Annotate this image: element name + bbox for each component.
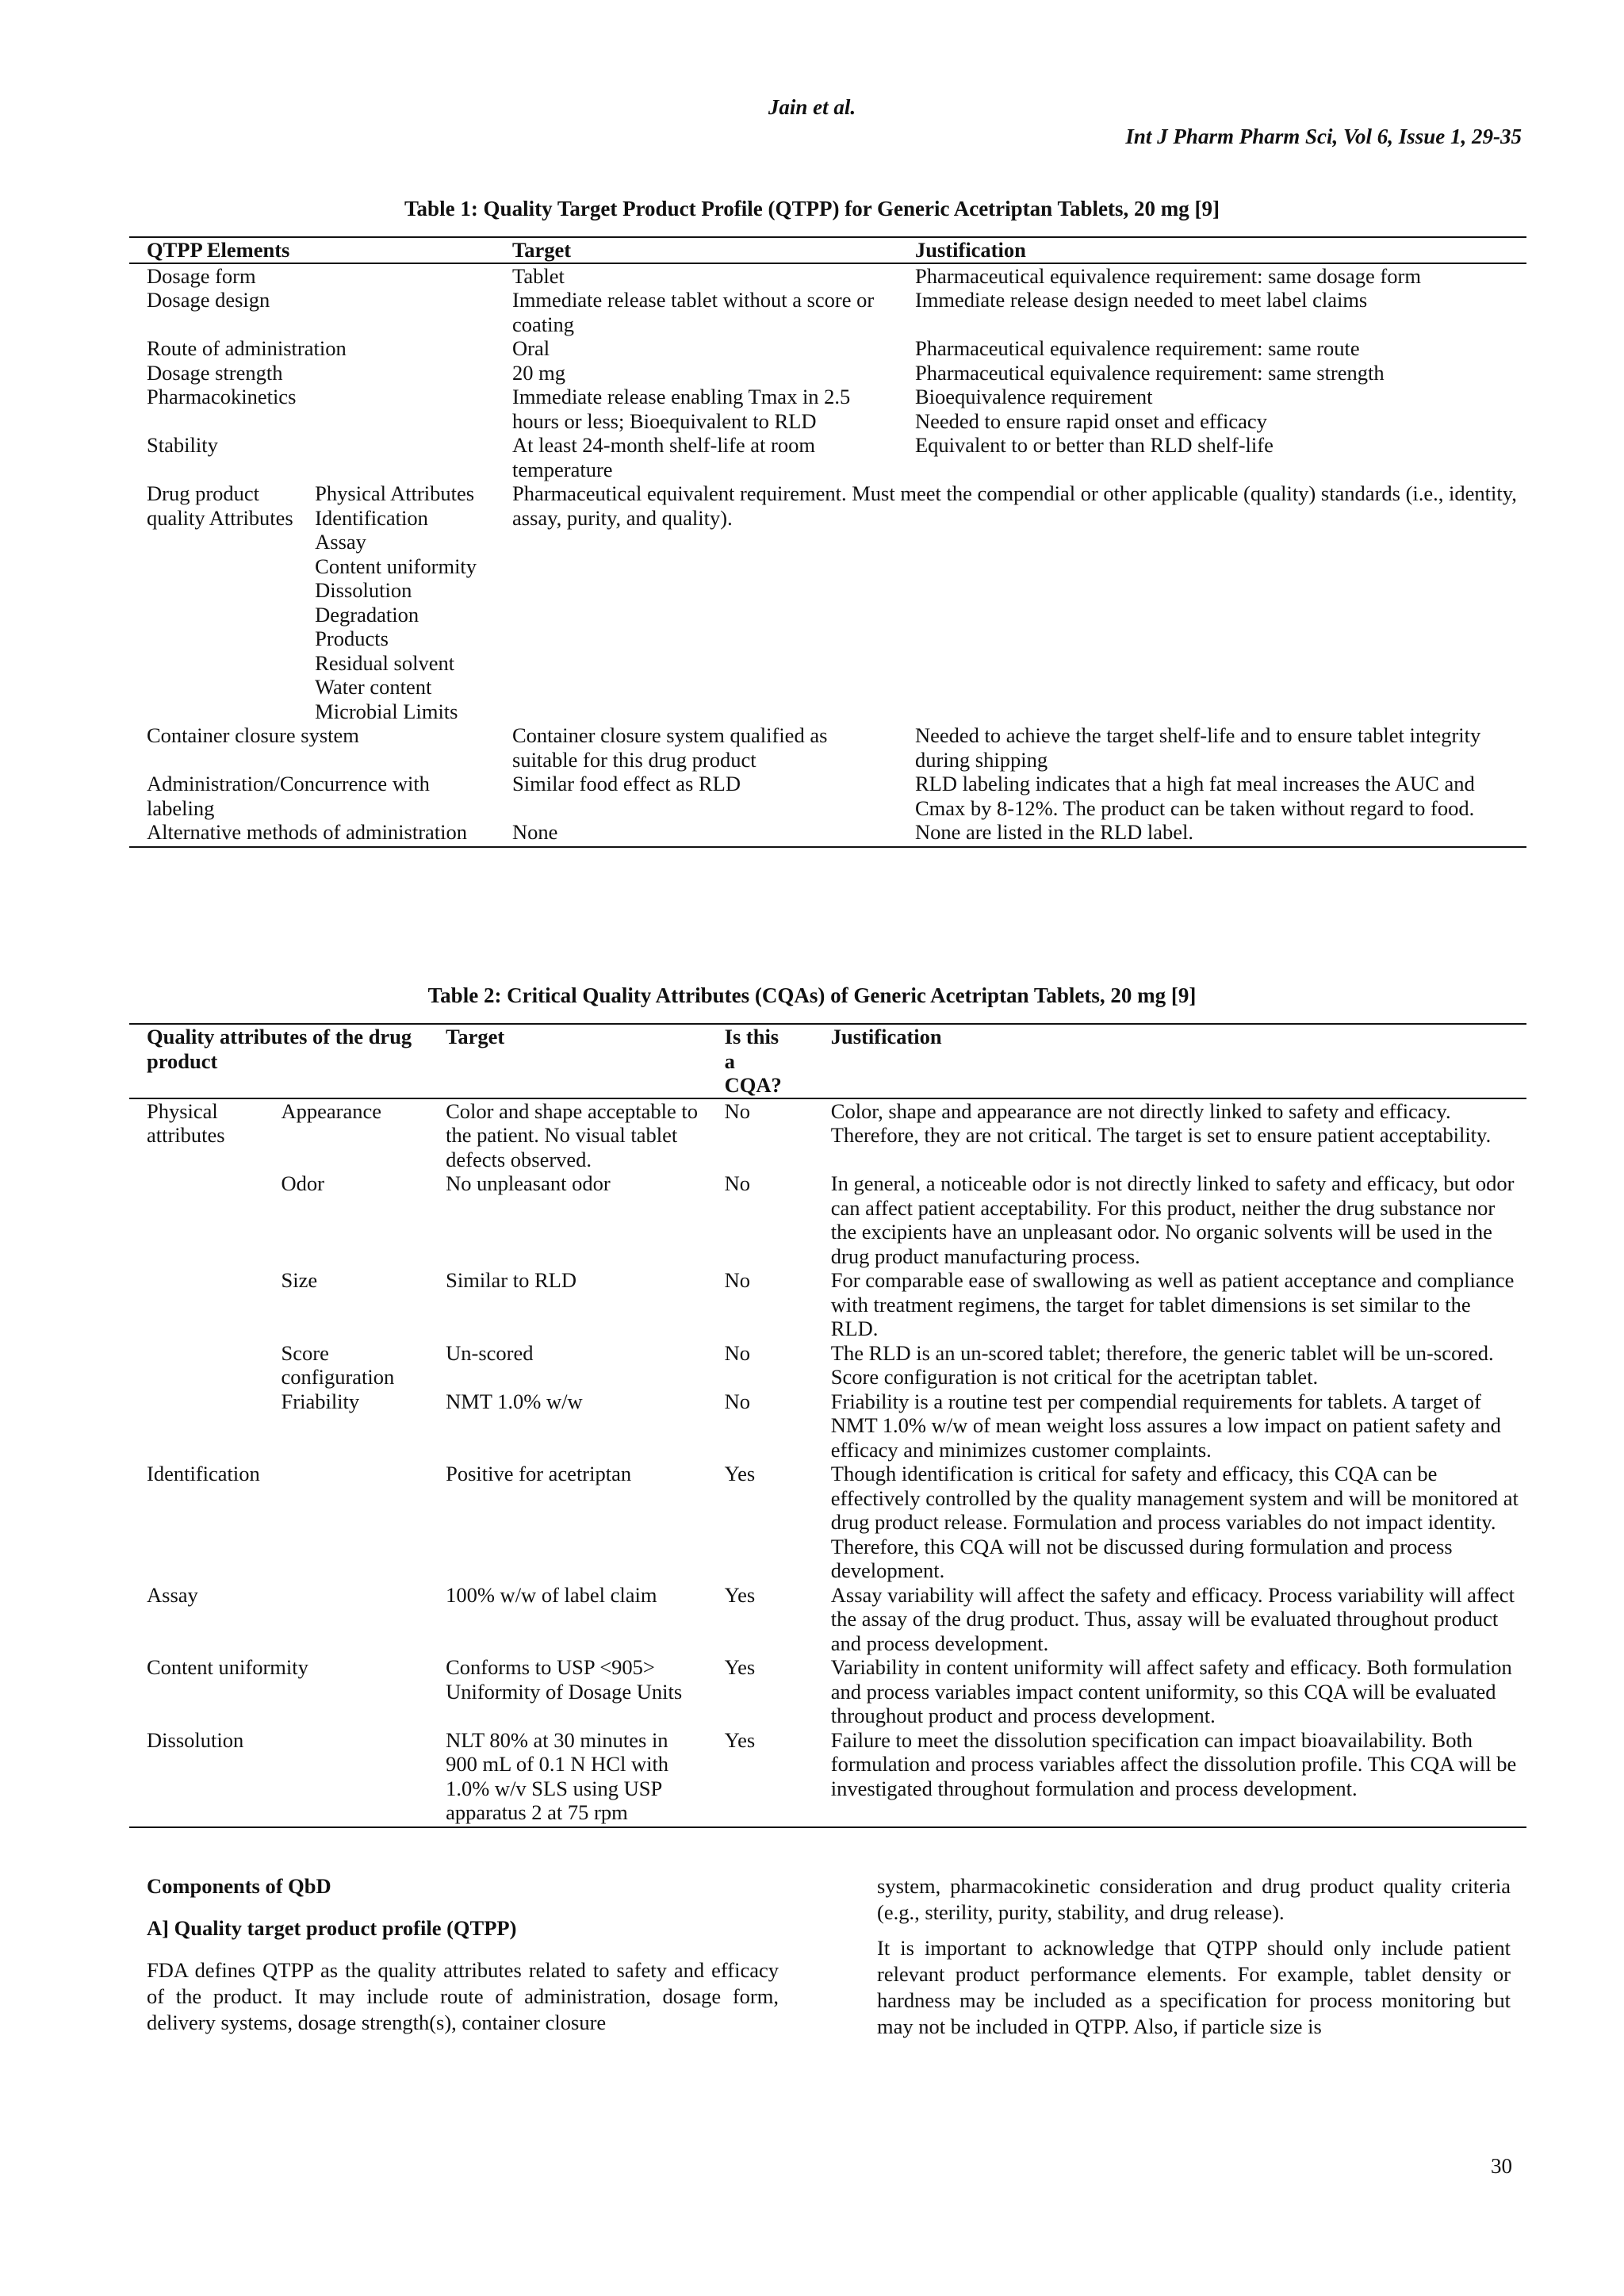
cqa-flag: No [724,1171,751,1195]
body-paragraph: It is important to acknowledge that QTPP should only include patient relevant product performance elements. For example, tablet density or hardness may be included as a specification for process monitoring but may not be included in QTPP. Also, if particle size is [877,1936,1511,2038]
qtpp-target: 20 mg [512,360,565,385]
table-row [129,433,1526,481]
table2 [129,1023,1526,1828]
table-row [129,361,1526,385]
dpqa-label: Drug product quality Attributes [147,481,293,530]
left-column [147,1873,779,2036]
qtpp-target: Tablet [512,263,565,288]
list-item: Degradation Products [315,602,419,650]
table1-header-elements: QTPP Elements [129,237,495,263]
table2-header-attributes: Quality attributes of the drug product [129,1024,428,1098]
cqa-justification: The RLD is an un-scored tablet; therefore, the generic tablet will be un-scored. Score configuration is not critical for the acetriptan tablet. [830,1340,1494,1389]
cqa-justification: Failure to meet the dissolution specification can impact bioavailability. Both formulation and process variables affect the dissolution profile. This CQA will be investigated throughout formulation and process development. [814,1728,1526,1827]
table1-header-target: Target [495,237,898,263]
table1-header-row [129,237,1526,263]
table-row [129,1728,1526,1827]
table1-caption: Table 1: Quality Target Product Profile (QTPP) for Generic Acetriptan Tablets, 20 mg [9] [404,197,1220,220]
qtpp-target: Immediate release tablet without a score or coating [512,288,875,336]
list-item: Content uniformity [315,554,477,578]
cqa-justification: Variability in content uniformity will affect safety and efficacy. Both formulation and process variables impact content uniformity, so this CQA will be evaluated throughout product and process development. [830,1655,1512,1727]
table-row [129,1341,1526,1389]
cqa-attribute: Content uniformity [147,1655,308,1679]
qtpp-justification: RLD labeling indicates that a high fat meal increases the AUC and Cmax by 8-12%. The product can be taken without regard to food. [915,772,1475,820]
qtpp-justification: None are listed in the RLD label. [898,820,1526,847]
table2-header-target: Target [428,1024,707,1098]
dpqa-sub-items [315,481,487,723]
qtpp-justification: Pharmaceutical equivalence requirement: same route [915,336,1360,360]
qtpp-justification: Pharmaceutical equivalence requirement: same dosage form [915,263,1421,288]
cqa-flag: Yes [724,1462,756,1485]
list-item: Identification [315,505,428,530]
subsection-heading: A] Quality target product profile (QTPP) [147,1916,517,1940]
cqa-target: Positive for acetriptan [446,1462,632,1485]
running-header-journal: Int J Pharm Pharm Sci, Vol 6, Issue 1, 29-35 [1125,125,1522,148]
list-item: Microbial Limits [315,699,458,723]
cqa-flag: No [724,1268,751,1292]
qtpp-justification: Bioequivalence requirement Needed to ensure rapid onset and efficacy [915,385,1267,433]
cqa-justification: Color, shape and appearance are not directly linked to safety and efficacy. Therefore, they are not critical. The target is set to ensure patient acceptability. [830,1098,1492,1147]
cqa-justification: For comparable ease of swallowing as well as patient acceptance and compliance with treatment regimens, the target for tablet dimensions is set similar to the RLD. [830,1268,1515,1340]
cqa-flag: Yes [724,1655,756,1679]
qtpp-target: Similar food effect as RLD [512,772,741,795]
cqa-attribute: Appearance [281,1098,382,1123]
qtpp-target: None [495,820,898,847]
cqa-attribute: Identification [147,1462,260,1485]
qtpp-element: Route of administration [147,336,347,360]
list-item: Physical Attributes [315,481,475,505]
table-row [129,1462,1526,1583]
cqa-target: Un-scored [446,1340,534,1365]
list-item: Residual solvent [315,650,455,675]
table-row [129,1098,1526,1172]
qtpp-target: At least 24-month shelf-life at room temperature [512,433,815,481]
cqa-target: NLT 80% at 30 minutes in 900 mL of 0.1 N HCl with 1.0% w/v SLS using USP apparatus 2 at 75 rpm [428,1728,707,1827]
cqa-target: Similar to RLD [446,1268,576,1292]
running-header-authors: Jain et al. [768,95,856,119]
cqa-justification: Assay variability will affect the safety and efficacy. Process variability will affect the assay of the drug product. Thus, assay will be evaluated throughout product and process development. [830,1582,1515,1655]
qtpp-justification: Pharmaceutical equivalence requirement: same strength [915,360,1385,385]
physical-attributes-label: Physical attributes [147,1098,225,1147]
cqa-flag: Yes [724,1582,756,1607]
table-row [129,1171,1526,1268]
dpqa-text: Pharmaceutical equivalent requirement. Must meet the compendial or other applicable (quality) standards (i.e., identity, assay, purity, and quality). [512,481,1517,530]
page-number: 30 [1491,2154,1512,2178]
qtpp-target: Immediate release enabling Tmax in 2.5 hours or less; Bioequivalent to RLD [512,385,851,433]
cqa-target: Conforms to USP <905> Uniformity of Dosage Units [446,1655,683,1704]
cqa-justification: In general, a noticeable odor is not directly linked to safety and efficacy, but odor can affect patient acceptability. For this product, neither the drug substance nor the excipients have an unpleasant odor. No organic solvents will be used in the drug product manufacturing process. [830,1171,1515,1268]
cqa-attribute: Dissolution [129,1728,428,1827]
table2-header-row [129,1024,1526,1098]
cqa-target: NMT 1.0% w/w [446,1389,583,1413]
table-row-dpqa [129,481,1526,723]
cqa-target: Color and shape acceptable to the patient. No visual tablet defects observed. [446,1098,698,1171]
right-column [877,1873,1511,2040]
table1-header-justification: Justification [898,237,1526,263]
cqa-attribute: Size [281,1268,318,1292]
qtpp-element: Dosage form [147,263,256,288]
cqa-attribute: Odor [281,1171,324,1195]
table-row [129,385,1526,433]
table2-header-justification: Justification [814,1024,1526,1098]
qtpp-element: Dosage strength [147,360,283,385]
table2-header-cqa: Is this a CQA? [707,1024,814,1098]
table-row [129,288,1526,336]
cqa-attribute: Assay [147,1582,198,1607]
cqa-flag: No [724,1389,751,1413]
table-row [129,263,1526,289]
qtpp-justification: Equivalent to or better than RLD shelf-life [915,433,1274,457]
cqa-flag: No [724,1340,751,1365]
table1 [129,236,1526,848]
qtpp-element: Stability [147,433,218,457]
list-item: Assay [315,530,366,554]
table2-caption: Table 2: Critical Quality Attributes (CQAs) of Generic Acetriptan Tablets, 20 mg [9] [427,983,1197,1007]
body-paragraph: FDA defines QTPP as the quality attributes related to safety and efficacy of the product. It may include route of administration, dosage form, delivery systems, dosage strength(s), container closure [147,1958,779,2034]
cqa-target: No unpleasant odor [446,1171,611,1195]
qtpp-target: Container closure system qualified as suitable for this drug product [512,723,828,772]
cqa-justification: Friability is a routine test per compendial requirements for tablets. A target of NMT 1.0% w/w of mean weight loss assures a low impact on patient safety and efficacy and minimizes customer complaints. [830,1389,1501,1462]
list-item: Dissolution [315,578,412,602]
qtpp-target: Oral [512,336,550,360]
body-paragraph: system, pharmacokinetic consideration and drug product quality criteria (e.g., sterility, purity, stability, and drug release). [877,1874,1511,1924]
qtpp-justification: Needed to achieve the target shelf-life and to ensure tablet integrity during shipping [915,723,1481,772]
cqa-attribute: Score configuration [281,1340,395,1389]
qtpp-element: Alternative methods of administration [129,820,495,847]
list-item: Water content [315,675,432,699]
qtpp-element: Pharmacokinetics [147,385,297,408]
table-row [129,1268,1526,1341]
cqa-justification: Though identification is critical for safety and efficacy, this CQA can be effectively controlled by the quality management system and will be monitored at drug product release. Formulation and process variables do not impact identity. Therefore, this CQA will not be discussed during formulation and process development. [830,1462,1519,1582]
qtpp-element: Container closure system [147,723,359,747]
qtpp-element: Dosage design [147,288,270,312]
table-row [129,723,1526,772]
cqa-flag: Yes [707,1728,814,1827]
qtpp-element: Administration/Concurrence with labeling [147,772,430,820]
dpqa-cell [129,481,495,723]
section-heading: Components of QbD [147,1874,331,1898]
cqa-target: 100% w/w of label claim [446,1582,657,1607]
table-row [129,820,1526,847]
table-row [129,336,1526,361]
table-row [129,1389,1526,1462]
qtpp-justification: Immediate release design needed to meet label claims [915,288,1368,312]
cqa-attribute: Friability [281,1389,360,1413]
table-row [129,1583,1526,1656]
table-row [129,1655,1526,1728]
cqa-flag: No [724,1098,751,1123]
table-row [129,772,1526,820]
